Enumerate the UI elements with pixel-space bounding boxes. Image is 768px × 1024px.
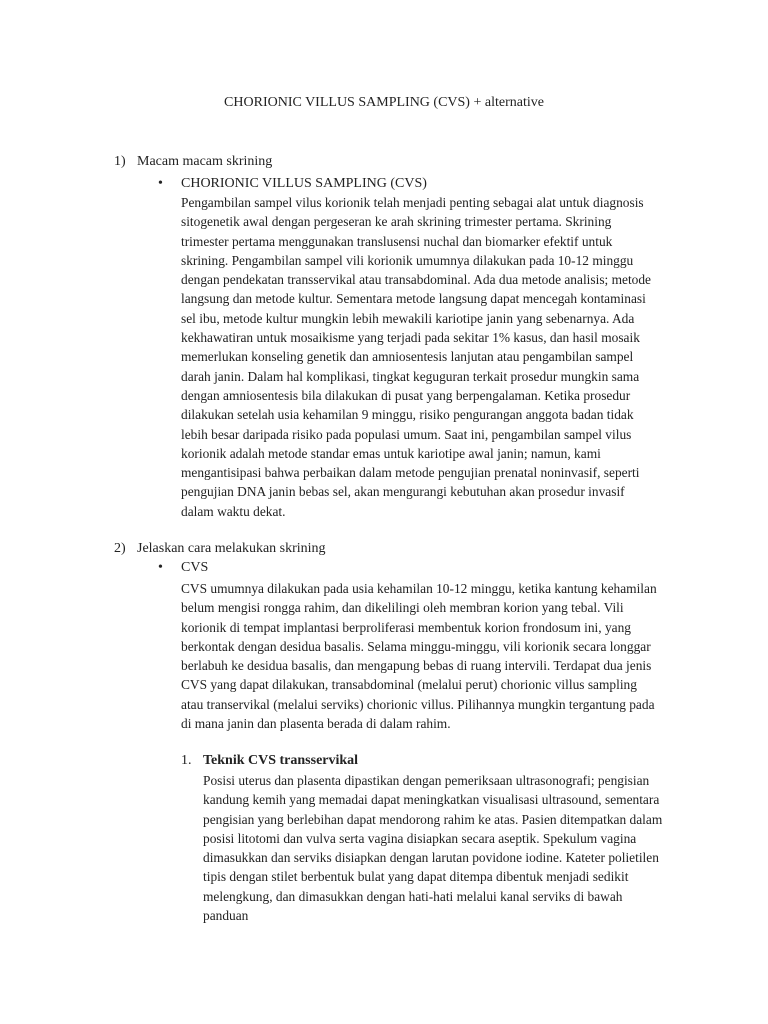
section-1-number: 1): [114, 154, 126, 169]
section-1-bullet: •: [158, 176, 163, 191]
subsection-paragraph: Posisi uterus dan plasenta dipastikan dengan pemeriksaan ultrasonografi; pengisian kandung kemih yang memadai dapat meningkatkan visualisasi ultrasound, sementara pengisian yang berlebihan dapat mendorong rahim ke atas. Pasien ditempatkan dalam posisi litotomi dan vulva serta vagina disiapkan secara aseptik. Spekulum vagina dimasukkan dan serviks disiapkan dengan larutan povidone iodine. Kateter polietilen tipis dengan stilet berbentuk bulat yang dapat ditempa dibentuk menjadi sedikit melengkung, dan dimasukkan dengan hati-hati melalui kanal serviks di bawah panduan: [203, 773, 663, 924]
section-2-bullet-heading: CVS: [181, 560, 209, 575]
subsection-heading: Teknik CVS transservikal: [203, 753, 359, 768]
section-2-paragraph: CVS umumnya dilakukan pada usia kehamilan 10-12 minggu, ketika kantung kehamilan belum mengisi rongga rahim, dan dikelilingi oleh membran korion yang tebal. Vili korionik di tempat implantasi berproliferasi membentuk korion frondosum ini, yang berkontak dengan desidua basalis. Selama minggu-minggu, vili korionik secara longgar berlabuh ke desidua basalis, dan mengapung bebas di ruang intervili. Terdapat dua jenis CVS yang dapat dilakukan, transabdominal (melalui perut) chorionic villus sampling atau transervikal (melalui serviks) chorionic villus. Pilihannya mungkin tergantung pada di mana janin dan plasenta berada di dalam rahim.: [181, 581, 657, 732]
section-1-paragraph: Pengambilan sampel vilus korionik telah menjadi penting sebagai alat untuk diagnosis sitogenetik awal dengan pergeseran ke arah skrining trimester pertama. Skrining trimester pertama menggunakan translusensi nuchal dan biomarker efektif untuk skrining. Pengambilan sampel vili korionik umumnya dilakukan pada 10-12 minggu dengan pendekatan transservikal atau transabdominal. Ada dua metode analisis; metode langsung dan metode kultur. Sementara metode langsung dapat mencegah kontaminasi sel ibu, metode kultur mungkin lebih mewakili kariotipe janin yang sebenarnya. Ada kekhawatiran untuk mosaikisme yang terjadi pada sekitar 1% kasus, dan hasil mosaik memerlukan konseling genetik dan amniosentesis lanjutan atau pengambilan sampel darah janin. Dalam hal komplikasi, tingkat keguguran terkait prosedur mungkin sama dengan amniosentesis bila dilakukan di pusat yang berpengalaman. Ketika prosedur dilakukan setelah usia kehamilan 9 minggu, risiko pengurangan anggota badan tidak lebih besar daripada risiko pada populasi umum. Saat ini, pengambilan sampel vilus korionik adalah metode standar emas untuk kariotipe awal janin; namun, kami mengantisipasi bahwa perbaikan dalam metode pengujian prenatal noninvasif, seperti pengujian DNA janin bebas sel, akan mengurangi kebutuhan akan prosedur invasif dalam waktu dekat.: [181, 195, 652, 519]
document-title: CHORIONIC VILLUS SAMPLING (CVS) + alternative: [224, 95, 544, 110]
section-1-bullet-heading: CHORIONIC VILLUS SAMPLING (CVS): [181, 176, 427, 191]
subsection-number: 1.: [181, 753, 192, 768]
section-2-label: Jelaskan cara melakukan skrining: [137, 541, 326, 556]
section-1-label: Macam macam skrining: [137, 154, 273, 169]
section-2-bullet: •: [158, 560, 163, 575]
section-2-number: 2): [114, 541, 126, 556]
